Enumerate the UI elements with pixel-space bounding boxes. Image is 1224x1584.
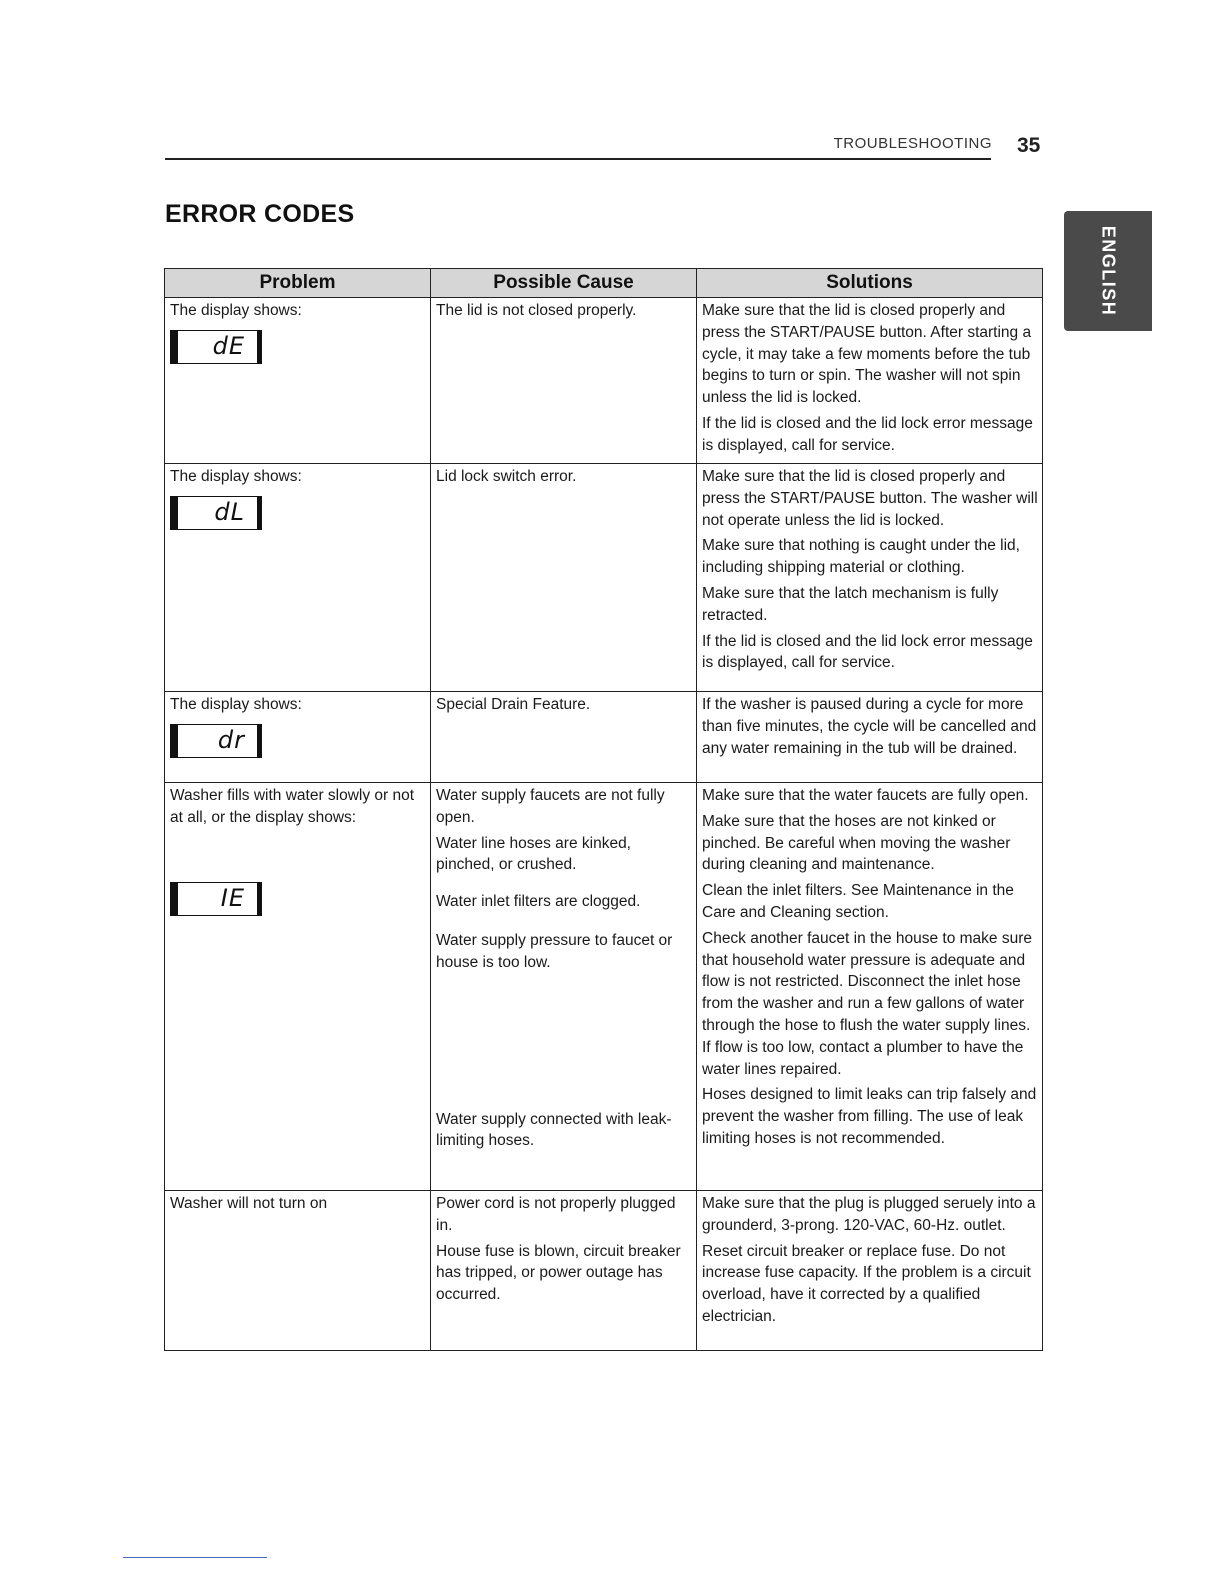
problem-cell (165, 783, 431, 1191)
solution-text: Make sure that the lid is closed properly and press the START/PAUSE button. The washer will not operate unless the lid is locked. (702, 468, 1038, 529)
solution-text: If the lid is closed and the lid lock error message is displayed, call for service. (702, 414, 1033, 454)
page-number: 35 (1017, 134, 1041, 157)
cause-text: Water supply faucets are not fully open. (436, 787, 665, 826)
solution-cell (697, 692, 1043, 783)
cause-text: Special Drain Feature. (436, 696, 591, 713)
problem-cell (165, 1191, 431, 1351)
solution-text: Clean the inlet filters. See Maintenance in the Care and Cleaning section. (702, 882, 1014, 921)
problem-cell (165, 692, 431, 783)
problem-cell (165, 298, 431, 464)
table-row (165, 1191, 1043, 1351)
display-panel (170, 724, 262, 758)
language-tab (1064, 211, 1152, 331)
table-header-row (165, 269, 1043, 298)
cause-cell (431, 783, 697, 1191)
solution-cell (697, 1191, 1043, 1351)
problem-text: Washer fills with water slowly or not at all, or the display shows: (170, 787, 415, 826)
cause-text: Water line hoses are kinked, pinched, or crushed. (436, 834, 631, 874)
solution-text: Make sure that the lid is closed properly and press the START/PAUSE button. After starting a cycle, it may take a few moments before the tub begins to turn or spin. The washer will not spin unless the lid is locked. (702, 302, 1032, 407)
header-rule (165, 158, 991, 160)
cause-text: Power cord is not properly plugged in. (436, 1195, 676, 1234)
solution-text: Make sure that the water faucets are fully open. (702, 787, 1029, 804)
display-panel (170, 882, 262, 916)
section-label: TROUBLESHOOTING (833, 135, 992, 152)
cause-text: Water supply pressure to faucet or house is too low. (436, 931, 673, 971)
cause-text: House fuse is blown, circuit breaker has tripped, or power outage has occurred. (436, 1242, 681, 1304)
header-possible-cause: Possible Cause (431, 269, 697, 298)
cause-cell (431, 464, 697, 692)
cause-cell (431, 692, 697, 783)
cause-text: The lid is not closed properly. (436, 302, 637, 319)
error-codes-table (164, 268, 1043, 1351)
solution-text: If the lid is closed and the lid lock error message is displayed, call for service. (702, 632, 1033, 672)
solution-cell (697, 298, 1043, 464)
problem-text: The display shows: (170, 468, 302, 485)
solution-text: Make sure that the latch mechanism is fully retracted. (702, 584, 999, 624)
solution-text: Check another faucet in the house to make sure that household water pressure is adequate and flow is not restricted. Disconnect the inlet hose from the washer and run a few gallons of water through the hose to flush the water supply lines. If flow is too low, contact a plumber to have the water lines repaired. (702, 929, 1033, 1078)
table-row (165, 464, 1043, 692)
problem-text: The display shows: (170, 302, 302, 319)
solution-text: Reset circuit breaker or replace fuse. Do not increase fuse capacity. If the problem is a circuit overload, have it corrected by a qualified electrician. (702, 1242, 1031, 1325)
display-code: dr (217, 725, 245, 754)
display-code: IE (220, 883, 245, 912)
cause-text: Water inlet filters are clogged. (436, 893, 641, 911)
header-solutions: Solutions (697, 269, 1043, 298)
footer-rule (123, 1557, 267, 1558)
solution-text: Hoses designed to limit leaks can trip falsely and prevent the washer from filling. The use of leak limiting hoses is not recommended. (702, 1086, 1037, 1147)
page-title: ERROR CODES (165, 200, 355, 228)
table-row (165, 692, 1043, 783)
header-problem: Problem (165, 269, 431, 298)
problem-cell (165, 464, 431, 692)
display-code: dL (214, 497, 245, 526)
cause-cell (431, 298, 697, 464)
table-row (165, 298, 1043, 464)
problem-text: The display shows: (170, 696, 302, 713)
language-tab-label: ENGLISH (1098, 225, 1119, 317)
problem-text: Washer will not turn on (170, 1195, 328, 1212)
display-panel (170, 496, 262, 530)
solution-text: Make sure that the plug is plugged seruely into a grounderd, 3-prong. 120-VAC, 60-Hz. outlet. (702, 1195, 1036, 1234)
solution-text: Make sure that nothing is caught under the lid, including shipping material or clothing. (702, 537, 1020, 577)
solution-cell (697, 783, 1043, 1191)
display-panel (170, 330, 262, 364)
solution-text: If the washer is paused during a cycle for more than five minutes, the cycle will be cancelled and any water remaining in the tub will be drained. (702, 696, 1037, 757)
cause-text: Water supply connected with leak-limiting hoses. (436, 1110, 672, 1150)
solution-text: Make sure that the hoses are not kinked or pinched. Be careful when moving the washer during cleaning and maintenance. (702, 812, 1011, 874)
cause-cell (431, 1191, 697, 1351)
display-code: dE (212, 331, 245, 360)
cause-text: Lid lock switch error. (436, 468, 577, 485)
table-row (165, 783, 1043, 1191)
solution-cell (697, 464, 1043, 692)
